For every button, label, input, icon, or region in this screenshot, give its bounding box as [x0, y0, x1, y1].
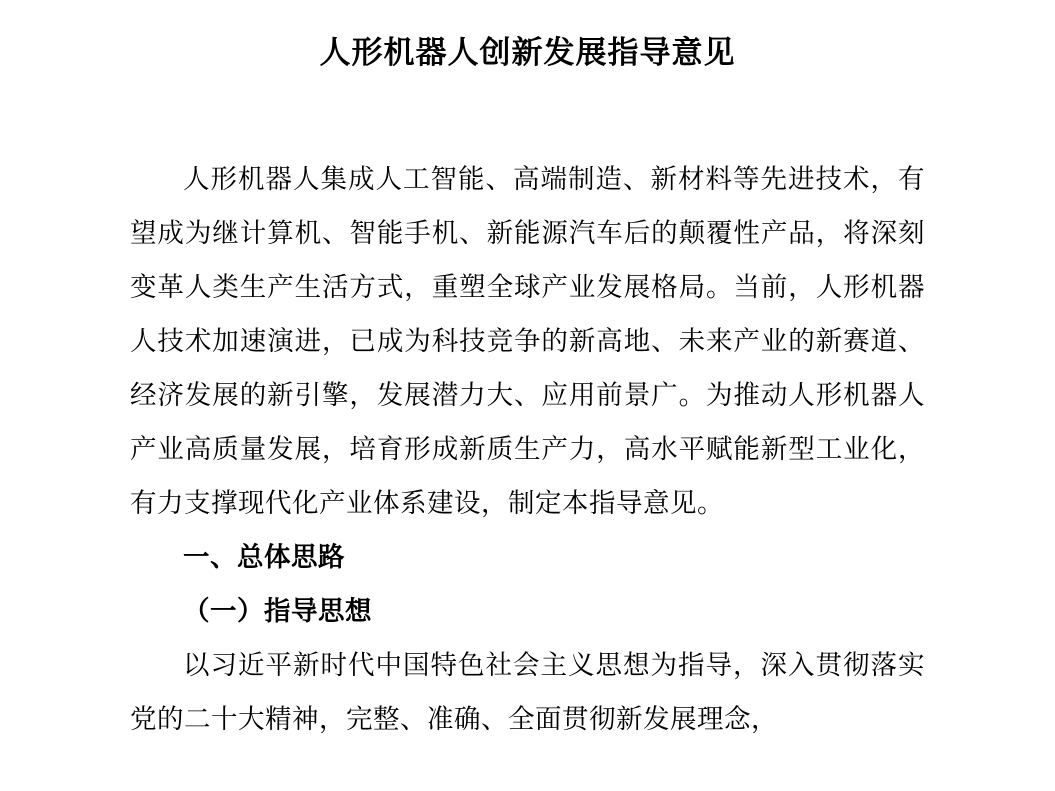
section-heading-level-1: 一、总体思路: [183, 542, 345, 574]
document-body: [130, 153, 925, 747]
section-heading-level-2: （一）指导思想: [183, 596, 372, 628]
page-title: 人形机器人创新发展指导意见: [319, 35, 736, 71]
body-paragraph: 以习近平新时代中国特色社会主义思想为指导，深入贯彻落实党的二十大精神，完整、准确、全面贯彻新发展理念，: [130, 650, 925, 736]
body-paragraph: 人形机器人集成人工智能、高端制造、新材料等先进技术，有望成为继计算机、智能手机、新能源汽车后的颠覆性产品，将深刻变革人类生产生活方式，重塑全球产业发展格局。当前，人形机器人技术加速演进，已成为科技竞争的新高地、未来产业的新赛道、经济发展的新引擎，发展潜力大、应用前景广。为推动人形机器人产业高质量发展，培育形成新质生产力，高水平赋能新型工业化，有力支撑现代化产业体系建设，制定本指导意见。: [130, 164, 925, 520]
